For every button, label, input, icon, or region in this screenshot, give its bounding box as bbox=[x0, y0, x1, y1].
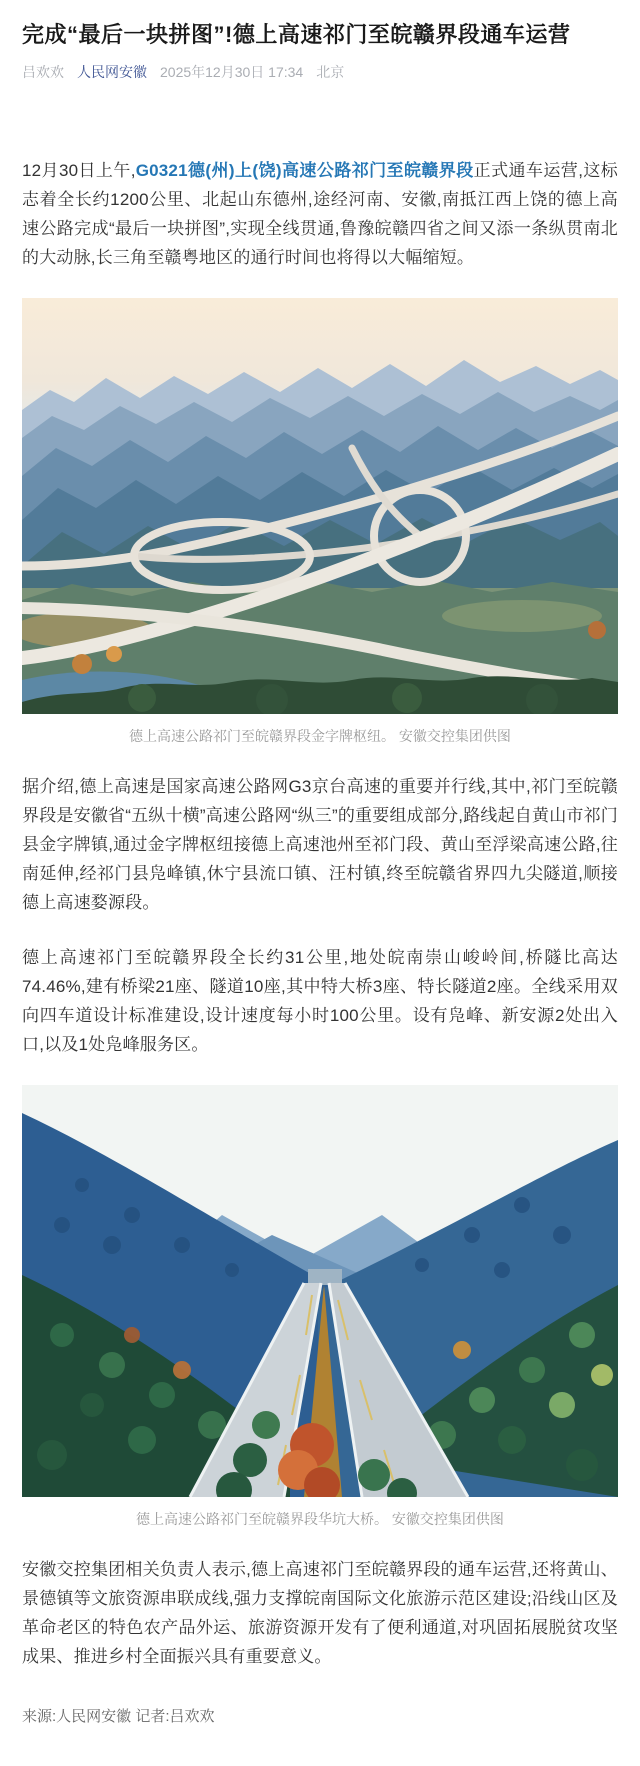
bridge-photo-art bbox=[22, 1085, 618, 1497]
figure-interchange bbox=[22, 298, 618, 746]
paragraph-2: 据介绍,德上高速是国家高速公路网G3京台高速的重要并行线,其中,祁门至皖赣界段是安徽省“五纵十横”高速公路网“纵三”的重要组成部分,路线起自黄山市祁门县金字牌镇,通过金字牌枢纽接德上高速池州至祁门段、黄山至浮梁高速公路,往南延伸,经祁门县凫峰镇,休宁县流口镇、汪村镇,终至皖赣省界四九尖隧道,顺接德上高速婺源段。 bbox=[22, 776, 618, 912]
paragraph-1-rest: 正式通车运营,这标志着全长约1200公里、北起山东德州,途经河南、安徽,南抵江西上饶的德上高速公路完成“最后一块拼图”,实现全线贯通,鲁豫皖赣四省之间又添一条纵贯南北的大动脉,长三角至赣粤地区的通行时间也将得以大幅缩短。 bbox=[22, 160, 618, 267]
article-page bbox=[0, 20, 640, 1766]
paragraph-4: 安徽交控集团相关负责人表示,德上高速祁门至皖赣界段的通车运营,还将黄山、景德镇等文旅资源串联成线,强力支撑皖南国际文化旅游示范区建设;沿线山区及革命老区的特色农产品外运、旅游资源开发有了便利通道,对巩固拓展脱贫攻坚成果、推进乡村全面振兴具有重要意义。 bbox=[22, 1559, 618, 1666]
paragraph-3: 德上高速祁门至皖赣界段全长约31公里,地处皖南崇山峻岭间,桥隧比高达74.46%,建有桥梁21座、隧道10座,其中特大桥3座、特长隧道2座。全线采用双向四车道设计标准建设,设计速度每小时100公里。设有凫峰、新安源2处出入口,以及1处凫峰服务区。 bbox=[22, 947, 618, 1054]
source-line: 来源:人民网安徽 记者:吕欢欢 bbox=[22, 1707, 215, 1725]
paragraph-1 bbox=[22, 156, 618, 272]
paragraph-1-highlight: G0321德(州)上(饶)高速公路祁门至皖赣界段 bbox=[135, 160, 474, 180]
interchange-photo bbox=[22, 298, 618, 714]
byline-author: 吕欢欢 bbox=[22, 63, 64, 80]
byline-datetime: 2025年12月30日 17:34 bbox=[160, 63, 304, 80]
photo-caption-1: 德上高速公路祁门至皖赣界段金字牌枢纽。 安徽交控集团供图 bbox=[129, 727, 511, 744]
interchange-photo-art bbox=[22, 298, 618, 714]
bridge-photo bbox=[22, 1085, 618, 1497]
photo-caption-2: 德上高速公路祁门至皖赣界段华坑大桥。 安徽交控集团供图 bbox=[136, 1510, 504, 1527]
paragraph-1-pre: 12月30日上午, bbox=[22, 160, 136, 180]
byline-location: 北京 bbox=[316, 63, 345, 80]
byline bbox=[22, 62, 618, 82]
byline-source-link[interactable]: 人民网安徽 bbox=[77, 63, 147, 80]
figure-bridge bbox=[22, 1085, 618, 1529]
article-body bbox=[22, 156, 618, 1766]
page-title: 完成“最后一块拼图”!德上高速祁门至皖赣界段通车运营 bbox=[22, 22, 571, 47]
